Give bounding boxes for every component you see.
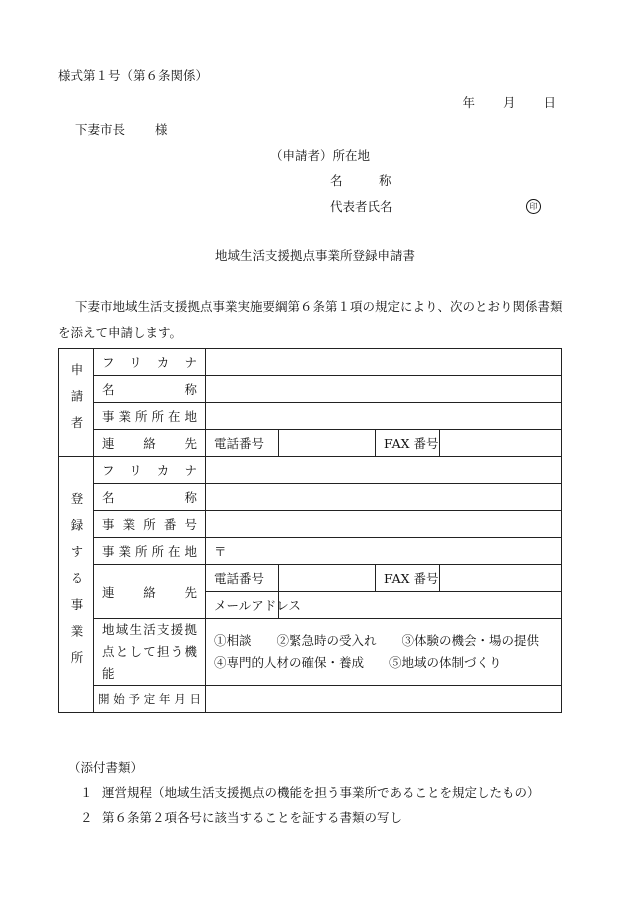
- table-row: [59, 349, 562, 376]
- functions-field[interactable]: [206, 619, 562, 686]
- functions-line-2: ④専門的人材の確保・養成 ⑤地域の体制づくり: [214, 655, 502, 670]
- office-phone-label: 電話番号: [206, 565, 279, 592]
- table-row: [59, 538, 562, 565]
- registrant-section-label: 登録する事業所: [59, 457, 94, 713]
- office-email-label: メールアドレス: [206, 592, 279, 619]
- honorific: 様: [155, 122, 168, 137]
- date-month: 月: [502, 95, 516, 110]
- attachment-number: ２: [80, 810, 93, 825]
- start-date-label: 開始予定年月日: [94, 686, 206, 713]
- application-table: [58, 348, 562, 713]
- start-date-field[interactable]: [206, 686, 562, 713]
- office-furigana-label: フリカナ: [94, 457, 206, 484]
- office-contact-label: 連絡先: [94, 565, 206, 619]
- applicant-name-label: 名 称: [330, 173, 404, 188]
- office-furigana-field[interactable]: [206, 457, 562, 484]
- document-title: 地域生活支援拠点事業所登録申請書: [214, 248, 415, 263]
- attachment-text: 運営規程（地域生活支援拠点の機能を担う事業所であることを規定したもの）: [102, 785, 540, 800]
- applicant-contact-label: 連絡先: [94, 430, 206, 457]
- applicant-office-address-field[interactable]: [206, 403, 562, 430]
- attachment-item: [80, 787, 540, 800]
- office-fax-label: FAX 番号: [376, 565, 440, 592]
- table-row: [59, 376, 562, 403]
- applicant-section-label: 申請者: [59, 349, 94, 457]
- table-row: [59, 619, 562, 686]
- addressee: [75, 124, 168, 137]
- attachment-number: １: [80, 785, 93, 800]
- applicant-furigana-field[interactable]: [206, 349, 562, 376]
- table-row: [59, 484, 562, 511]
- body-text-line-2: を添えて申請します。: [58, 325, 183, 340]
- applicant-office-address-label: 事業所所在地: [94, 403, 206, 430]
- attachment-text: 第６条第２項各号に該当することを証する書類の写し: [102, 810, 403, 825]
- applicant-furigana-label: フリカナ: [94, 349, 206, 376]
- office-name-label: 名称: [94, 484, 206, 511]
- attachment-item: [80, 812, 402, 825]
- table-row: [59, 403, 562, 430]
- table-row: [59, 457, 562, 484]
- body-text-line-1: 下妻市地域生活支援拠点事業実施要綱第６条第１項の規定により、次のとおり関係書類: [75, 299, 563, 314]
- office-number-field[interactable]: [206, 511, 562, 538]
- date-year: 年: [462, 95, 475, 110]
- applicant-name-row-label: 名称: [94, 376, 206, 403]
- addressee-name: 下妻市長: [75, 122, 126, 137]
- seal-mark: 印: [526, 199, 541, 214]
- applicant-phone-label: 電話番号: [206, 430, 279, 457]
- table-row: [59, 511, 562, 538]
- representative-name-label: 代表者氏名: [330, 199, 393, 214]
- applicant-fax-field[interactable]: [440, 430, 562, 457]
- applicant-fax-label: FAX 番号: [376, 430, 440, 457]
- office-address-label: 事業所所在地: [94, 538, 206, 565]
- postal-mark: 〒: [214, 544, 227, 559]
- applicant-name-field[interactable]: [206, 376, 562, 403]
- table-row: [59, 686, 562, 713]
- applicant-address-label: （申請者）所在地: [270, 148, 371, 163]
- office-phone-field[interactable]: [279, 565, 376, 592]
- date-day: 日: [543, 95, 556, 110]
- table-row: [59, 565, 562, 592]
- office-fax-field[interactable]: [440, 565, 562, 592]
- office-number-label: 事業所番号: [94, 511, 206, 538]
- attachments-title: （添付書類）: [68, 760, 144, 775]
- functions-line-1: ①相談 ②緊急時の受入れ ③体験の機会・場の提供: [214, 633, 540, 648]
- functions-label: 地域生活支援拠点として担う機能: [94, 619, 206, 686]
- applicant-phone-field[interactable]: [279, 430, 376, 457]
- form-number: 様式第１号（第６条関係）: [58, 68, 209, 83]
- table-row: [59, 430, 562, 457]
- office-name-field[interactable]: [206, 484, 562, 511]
- office-address-field[interactable]: [206, 538, 562, 565]
- office-email-field[interactable]: [279, 592, 562, 619]
- date-line: [434, 97, 556, 110]
